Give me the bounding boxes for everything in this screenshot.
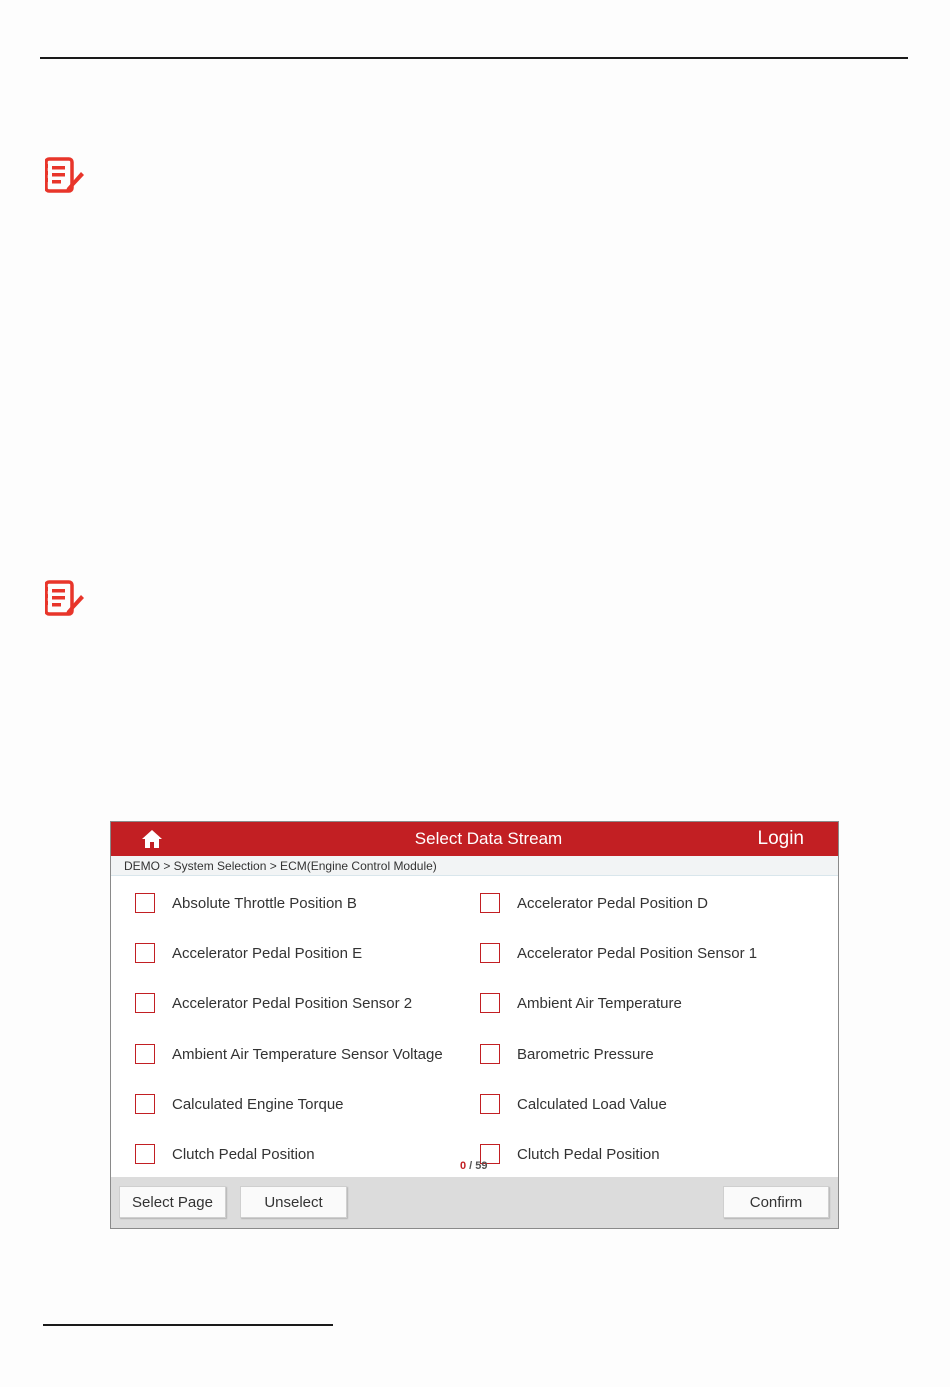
list-item[interactable] (480, 1089, 667, 1119)
list-item[interactable] (135, 1089, 344, 1119)
list-item[interactable] (480, 938, 757, 968)
list-item[interactable] (135, 988, 412, 1018)
note-edit-icon (45, 157, 85, 193)
checkbox[interactable] (135, 893, 155, 913)
bottom-toolbar (111, 1177, 838, 1228)
checkbox[interactable] (480, 943, 500, 963)
checkbox[interactable] (480, 993, 500, 1013)
list-item[interactable] (480, 988, 682, 1018)
checkbox[interactable] (135, 1044, 155, 1064)
list-item[interactable] (135, 1039, 443, 1069)
list-item[interactable] (480, 1039, 654, 1069)
title-bar (111, 822, 838, 856)
item-label: Barometric Pressure (517, 1045, 654, 1063)
item-label: Clutch Pedal Position (172, 1145, 315, 1163)
data-stream-list (111, 877, 838, 1177)
item-label: Calculated Engine Torque (172, 1095, 344, 1113)
item-label: Clutch Pedal Position (517, 1145, 660, 1163)
item-label: Accelerator Pedal Position D (517, 894, 708, 912)
selected-count: 0 (460, 1160, 467, 1172)
note-edit-icon (45, 580, 85, 616)
list-item[interactable] (135, 938, 362, 968)
checkbox[interactable] (135, 993, 155, 1013)
selection-counter (460, 1160, 488, 1172)
item-label: Ambient Air Temperature Sensor Voltage (172, 1045, 443, 1063)
device-screen (110, 821, 839, 1229)
total-count: 59 (475, 1160, 488, 1172)
unselect-button[interactable]: Unselect (240, 1186, 347, 1218)
item-label: Ambient Air Temperature (517, 994, 682, 1012)
item-label: Accelerator Pedal Position E (172, 944, 363, 962)
counter-separator: / (466, 1160, 476, 1172)
confirm-button[interactable]: Confirm (723, 1186, 829, 1218)
list-item[interactable] (135, 1139, 315, 1169)
item-label: Absolute Throttle Position B (172, 894, 357, 912)
checkbox[interactable] (480, 1044, 500, 1064)
checkbox[interactable] (135, 943, 155, 963)
page-title: Select Data Stream (414, 829, 563, 848)
checkbox[interactable] (135, 1144, 155, 1164)
checkbox[interactable] (135, 1094, 155, 1114)
footnote-rule (43, 1324, 333, 1326)
select-page-button[interactable]: Select Page (119, 1186, 226, 1218)
checkbox[interactable] (480, 1094, 500, 1114)
list-item[interactable] (480, 888, 708, 918)
header-rule (40, 57, 908, 59)
item-label: Accelerator Pedal Position Sensor 2 (172, 994, 413, 1012)
item-label: Accelerator Pedal Position Sensor 1 (517, 944, 758, 962)
list-item[interactable] (135, 888, 357, 918)
breadcrumb: DEMO > System Selection > ECM(Engine Control Module) (111, 856, 838, 876)
item-label: Calculated Load Value (517, 1095, 667, 1113)
checkbox[interactable] (480, 893, 500, 913)
list-item[interactable] (480, 1139, 660, 1169)
login-button[interactable]: Login (757, 828, 804, 849)
